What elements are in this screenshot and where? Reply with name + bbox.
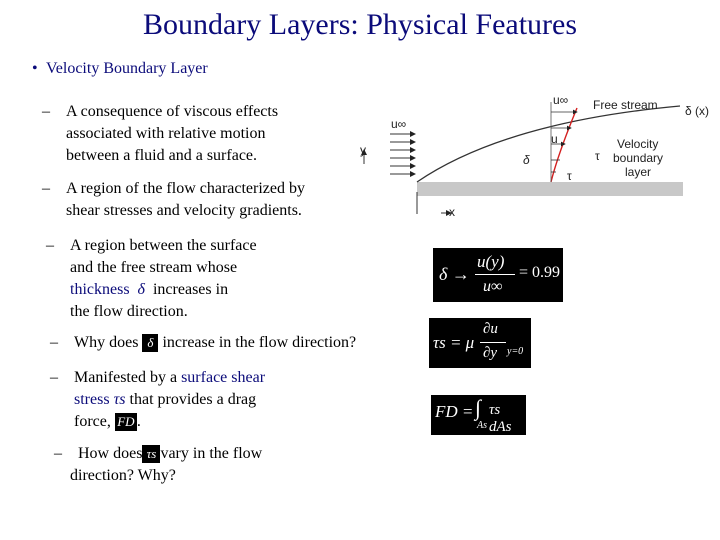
eq1-fraction-bar	[475, 274, 515, 275]
item-text: the flow direction.	[70, 303, 188, 320]
equation-shear-stress	[429, 318, 531, 368]
delta-symbol: δ	[137, 281, 145, 298]
surface-shear-text: surface shear	[181, 369, 266, 386]
bullet-velocity-boundary-layer	[32, 60, 208, 78]
u-label: u	[551, 132, 558, 146]
list-item	[46, 235, 257, 323]
y-axis-label: y	[360, 143, 366, 157]
list-item	[54, 443, 262, 487]
eq3-body: τs dAs	[489, 402, 512, 435]
equation-delta-definition	[433, 248, 563, 302]
page-title: Boundary Layers: Physical Features	[142, 8, 578, 41]
tau-label-right: τ	[595, 149, 600, 163]
eq1-numerator: u(y)	[477, 252, 505, 271]
bullet-dot: •	[32, 60, 38, 77]
item-text: that provides a drag	[129, 391, 257, 408]
eq2-subscript: y=0	[507, 346, 524, 357]
item-text: How does	[78, 445, 143, 462]
item-text: Manifested by a	[74, 369, 178, 386]
delta-symbol-box: δ	[142, 334, 158, 352]
eq2-denominator: ∂y	[483, 345, 498, 361]
list-item	[42, 178, 305, 222]
delta-label: δ	[523, 153, 530, 167]
tau-symbol-box: τs	[142, 445, 160, 463]
bullet-text: Velocity Boundary Layer	[46, 60, 208, 77]
velocity-boundary-layer-label	[613, 137, 663, 179]
eq3-subscript: As	[477, 420, 487, 431]
delta-x-label: δ (x)	[685, 104, 710, 118]
svg-text:Velocity: Velocity	[617, 137, 659, 151]
u-inf-top-label: u∞	[553, 93, 569, 107]
svg-text:boundary: boundary	[613, 151, 664, 165]
item-text: Why does	[74, 334, 139, 351]
eq3-lhs: FD =	[435, 402, 474, 421]
item-text: A region of the flow characterized by	[66, 180, 306, 197]
dash: –	[42, 103, 50, 120]
incoming-flow-arrows	[390, 134, 415, 174]
item-text: vary in the flow	[160, 445, 263, 462]
thickness-word: thickness	[70, 281, 130, 298]
item-text: A consequence of viscous effects	[66, 103, 279, 120]
eq2-fraction-bar	[480, 342, 506, 343]
tau-symbol: τs	[113, 391, 126, 408]
item-text: shear stresses and velocity gradients.	[66, 202, 302, 219]
item-text: .	[136, 413, 141, 430]
dash: –	[42, 180, 50, 197]
item-text: and the free stream whose	[70, 259, 238, 276]
item-text: force,	[74, 413, 111, 430]
fd-symbol-box: FD	[115, 413, 137, 431]
eq1-denominator: u∞	[483, 278, 503, 295]
list-item	[50, 332, 356, 354]
tau-label-bottom: τ	[567, 169, 572, 183]
eq2-lhs: τs = μ	[433, 333, 475, 352]
equation-drag-force	[431, 395, 526, 435]
item-text: associated with relative motion	[66, 125, 266, 142]
eq2-numerator: ∂u	[483, 321, 498, 337]
item-text: A region between the surface	[70, 237, 257, 254]
item-text: direction? Why?	[70, 467, 176, 484]
eq1-lhs: δ →	[439, 264, 470, 284]
list-item	[50, 367, 265, 433]
item-text: between a fluid and a surface.	[66, 147, 258, 164]
boundary-layer-figure	[355, 92, 715, 222]
dash: –	[50, 334, 58, 351]
dash: –	[50, 369, 58, 386]
item-text: increase in the flow direction?	[162, 334, 357, 351]
free-stream-label: Free stream	[593, 98, 658, 112]
u-inf-left-label: u∞	[391, 117, 407, 131]
surface-plate	[417, 182, 683, 196]
dash: –	[54, 445, 62, 462]
dash: –	[46, 237, 54, 254]
eq3-integral: ∫	[475, 395, 482, 420]
eq1-rhs: = 0.99	[519, 264, 561, 281]
list-item	[42, 101, 278, 167]
stress-text: stress	[74, 391, 110, 408]
x-axis-label: x	[449, 205, 455, 219]
svg-text:layer: layer	[625, 165, 652, 179]
item-text: increases in	[152, 281, 229, 298]
